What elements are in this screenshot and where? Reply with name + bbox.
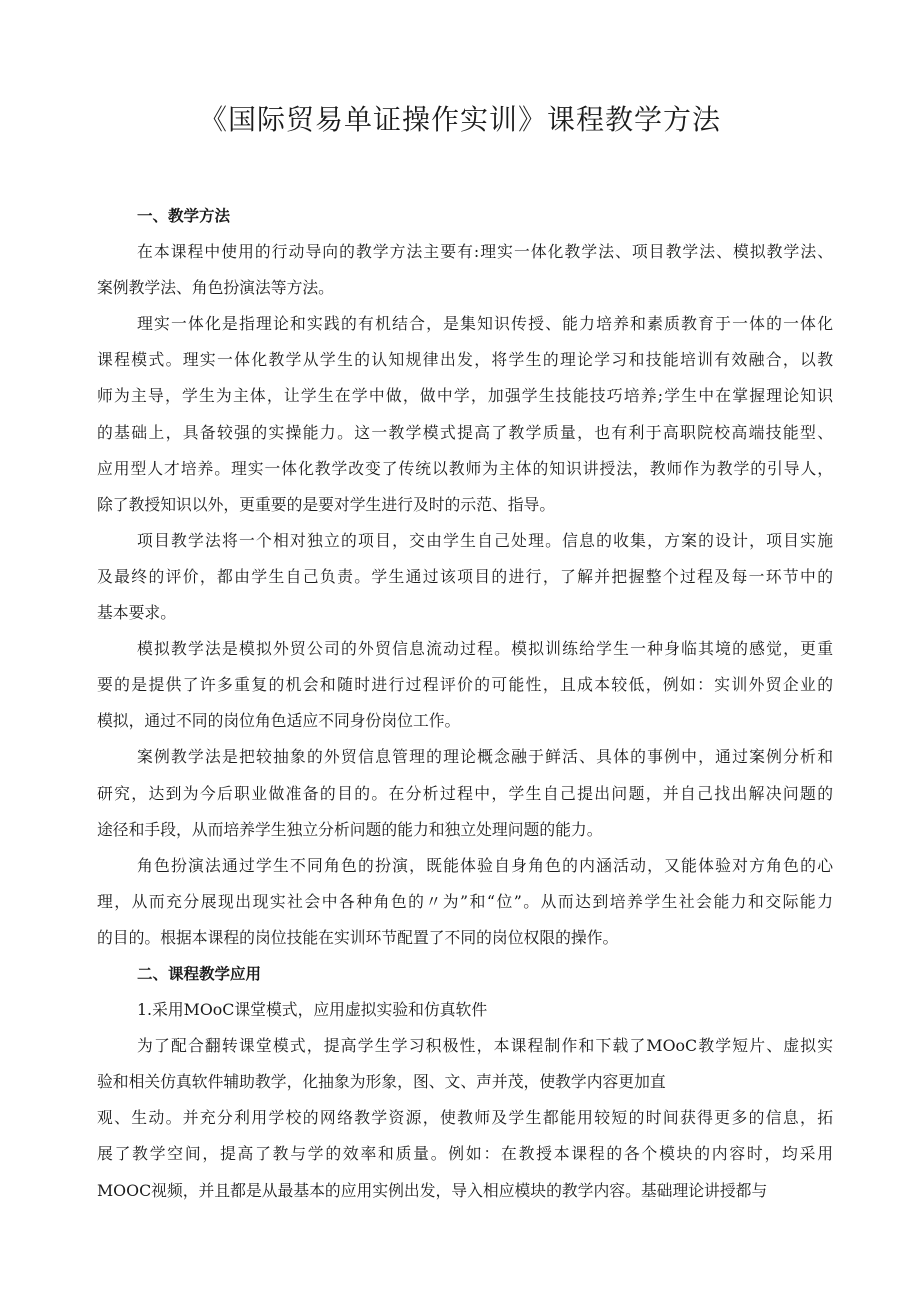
text-line: 案例教学法、角色扮演法等方法。 [97, 278, 334, 298]
text-line: 案例教学法是把较抽象的外贸信息管理的理论概念融于鲜活、具体的事例中，通过案例分析和 [137, 747, 833, 767]
text-line: MOOC视频，并且都是从最基本的应用实例出发，导入相应模块的教学内容。基础理论讲授都与 [97, 1180, 768, 1200]
text-line: 理，从而充分展现出现实社会中各种角色的〃为”和“位”。从而达到培养学生社会能力和交际能力 [97, 891, 833, 911]
section-heading: 二、课程教学应用 [137, 964, 262, 983]
text-line: 理实一体化是指理论和实践的有机结合，是集知识传授、能力培养和素质教育于一体的一体化 [137, 314, 833, 334]
document-title: 《国际贸易单证操作实训》课程教学方法 [198, 103, 721, 136]
text-line: 1.采用MOoC课堂模式，应用虚拟实验和仿真软件 [137, 1000, 488, 1020]
text-line: 验和相关仿真软件辅助教学，化抽象为形象，图、文、声并茂，使教学内容更加直 [97, 1072, 666, 1092]
text-line: 展了教学空间，提高了教与学的效率和质量。例如：在教授本课程的各个模块的内容时，均采用 [97, 1144, 833, 1164]
text-line: 的目的。根据本课程的岗位技能在实训环节配置了不同的岗位权限的操作。 [97, 927, 619, 947]
text-line: 为了配合翻转课堂模式，提高学生学习积极性，本课程制作和下载了MOoC教学短片、虚拟实 [137, 1036, 833, 1056]
document-body [97, 198, 833, 1209]
text-line: 的基础上，具备较强的实操能力。这一教学模式提高了教学质量，也有利于高职院校高端技能型、 [97, 422, 833, 442]
text-line: 模拟，通过不同的岗位角色适应不同身份岗位工作。 [97, 711, 461, 731]
text-line: 途径和手段，从而培养学生独立分析问题的能力和独立处理问题的能力。 [97, 819, 603, 839]
text-line: 课程模式。理实一体化教学从学生的认知规律出发，将学生的理论学习和技能培训有效融合，以教 [97, 350, 833, 370]
text-line: 要的是提供了许多重复的机会和随时进行过程评价的可能性，且成本较低，例如：实训外贸企业的 [97, 675, 833, 695]
text-line: 角色扮演法通过学生不同角色的扮演，既能体验自身角色的内涵活动，又能体验对方角色的心 [137, 855, 833, 875]
text-line: 及最终的评价，都由学生自己负责。学生通过该项目的进行，了解并把握整个过程及每一环节中的 [97, 566, 833, 586]
text-line: 基本要求。 [97, 603, 176, 623]
text-line: 在本课程中使用的行动导向的教学方法主要有:理实一体化教学法、项目教学法、模拟教学法、 [137, 242, 833, 262]
section-heading: 一、教学方法 [137, 207, 231, 225]
text-line: 观、生动。并充分利用学校的网络教学资源，使教师及学生都能用较短的时间获得更多的信息，拓 [97, 1108, 833, 1128]
text-line: 应用型人才培养。理实一体化教学改变了传统以教师为主体的知识讲授法，教师作为教学的引导人， [97, 458, 833, 478]
text-line: 模拟教学法是模拟外贸公司的外贸信息流动过程。模拟训练给学生一种身临其境的感觉，更重 [137, 639, 833, 659]
text-line: 项目教学法将一个相对独立的项目，交由学生自己处理。信息的收集，方案的设计，项目实施 [137, 530, 833, 550]
text-line: 师为主导，学生为主体，让学生在学中做，做中学，加强学生技能技巧培养;学生中在掌握理论知识 [97, 386, 833, 406]
text-line: 研究，达到为今后职业做准备的目的。在分析过程中，学生自己提出问题，并自己找出解决问题的 [97, 783, 833, 803]
text-line: 除了教授知识以外，更重要的是要对学生进行及时的示范、指导。 [97, 494, 556, 514]
